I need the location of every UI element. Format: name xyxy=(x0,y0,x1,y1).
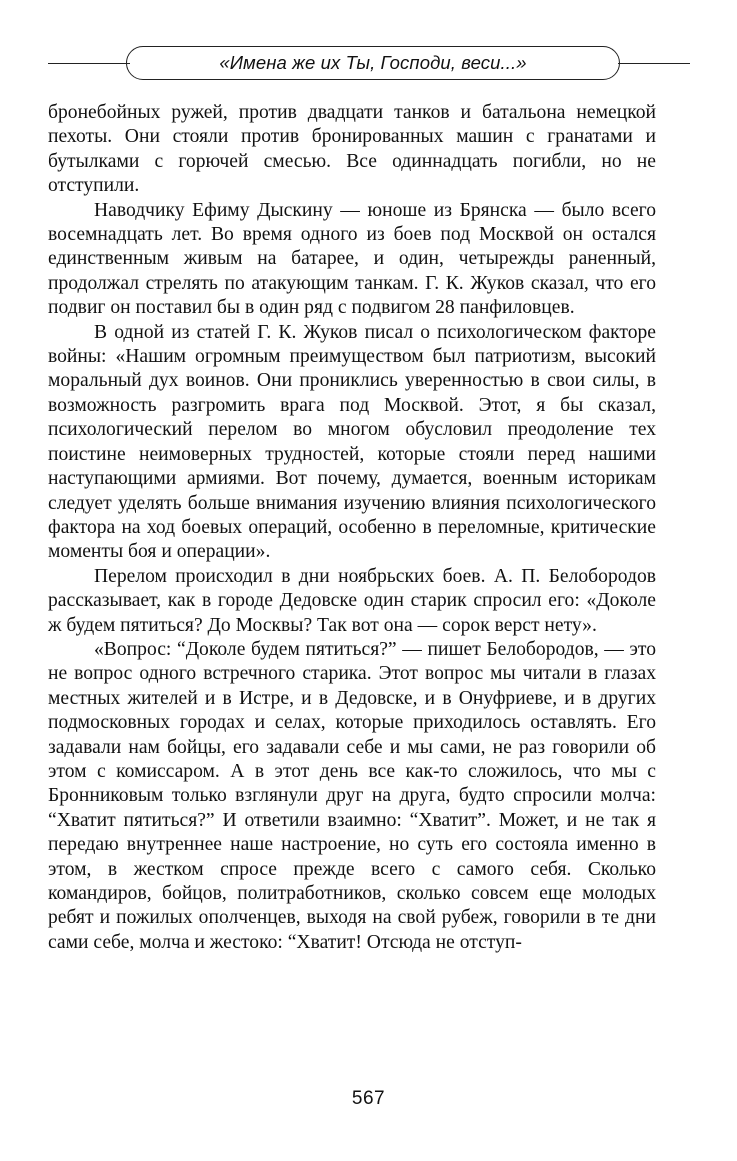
paragraph-zhukov-quote: В одной из статей Г. К. Жуков писал о психологическом факторе войны: «Нашим огромным преимуществом был патриотизм, высокий моральный дух воинов. Они прониклись уверенностью в свои силы, в возможность разгромить врага под Москвой. Этот, я бы сказал, психологический перелом во многом обусловил преодоление тех поистине неимоверных трудностей, которые стояли перед нашими наступающими армиями. Вот почему, думается, военным историкам следует уделять больше внимания изучению влияния психологического фактора на ход боевых операций, особенно в переломные, критические моменты боя и операции». xyxy=(48,321,656,563)
body-text xyxy=(48,101,656,955)
paragraph-november-battles: Перелом происходил в дни ноябрьских боев. А. П. Белобородов рассказывает, как в городе Дедовске один старик спросил его: «Доколе ж будем пятиться? До Москвы? Так вот она — сорок верст нету». xyxy=(48,565,656,636)
page-number: 567 xyxy=(351,1088,386,1109)
header-cartouche xyxy=(126,46,620,80)
paragraph-continued: бронебойных ружей, против двадцати танков и батальона немецкой пехоты. Они стояли против бронированных машин с гранатами и бутылками с горючей смесью. Все одиннадцать погибли, но не отступили. xyxy=(48,102,656,197)
running-header xyxy=(48,46,690,82)
header-title: «Имена же их Ты, Господи, веси...» xyxy=(219,52,527,73)
paragraph-beloborodov-quote: «Вопрос: “Доколе будем пятиться?” — пишет Белобородов, — это не вопрос одного встречного старика. Этот вопрос мы читали в глазах местных жителей и в Истре, и в Дедовске, и в Онуфриеве, и в других подмосковных городах и селах, которые приходилось оставлять. Его задавали нам бойцы, его задавали себе и мы сами, не раз говорили об этом с комиссаром. А в этот день все как-то сложилось, что мы с Бронниковым только взглянули друг на друга, будто спросили молча: “Хватит пятиться?” И ответили взаимно: “Хватит”. Может, и не так я передаю внутреннее наше настроение, но суть его состояла именно в этом, в жестком спросе прежде всего с самого себя. Сколько командиров, бойцов, политработников, сколько совсем еще молодых ребят и пожилых ополченцев, выходя на свой рубеж, говорили в те дни сами себе, молча и жестоко: “Хватит! Отсюда не отступ- xyxy=(48,638,656,953)
header-rule-right xyxy=(618,63,690,64)
header-rule-left xyxy=(48,63,130,64)
paragraph-dyskin: Наводчику Ефиму Дыскину — юноше из Брянска — было всего восемнадцать лет. Во время одного из боев под Москвой он остался единственным живым на батарее, и один, четырежды раненный, продолжал стрелять по атакующим танкам. Г. К. Жуков сказал, что его подвиг он поставил бы в один ряд с подвигом 28 панфиловцев. xyxy=(48,199,656,319)
